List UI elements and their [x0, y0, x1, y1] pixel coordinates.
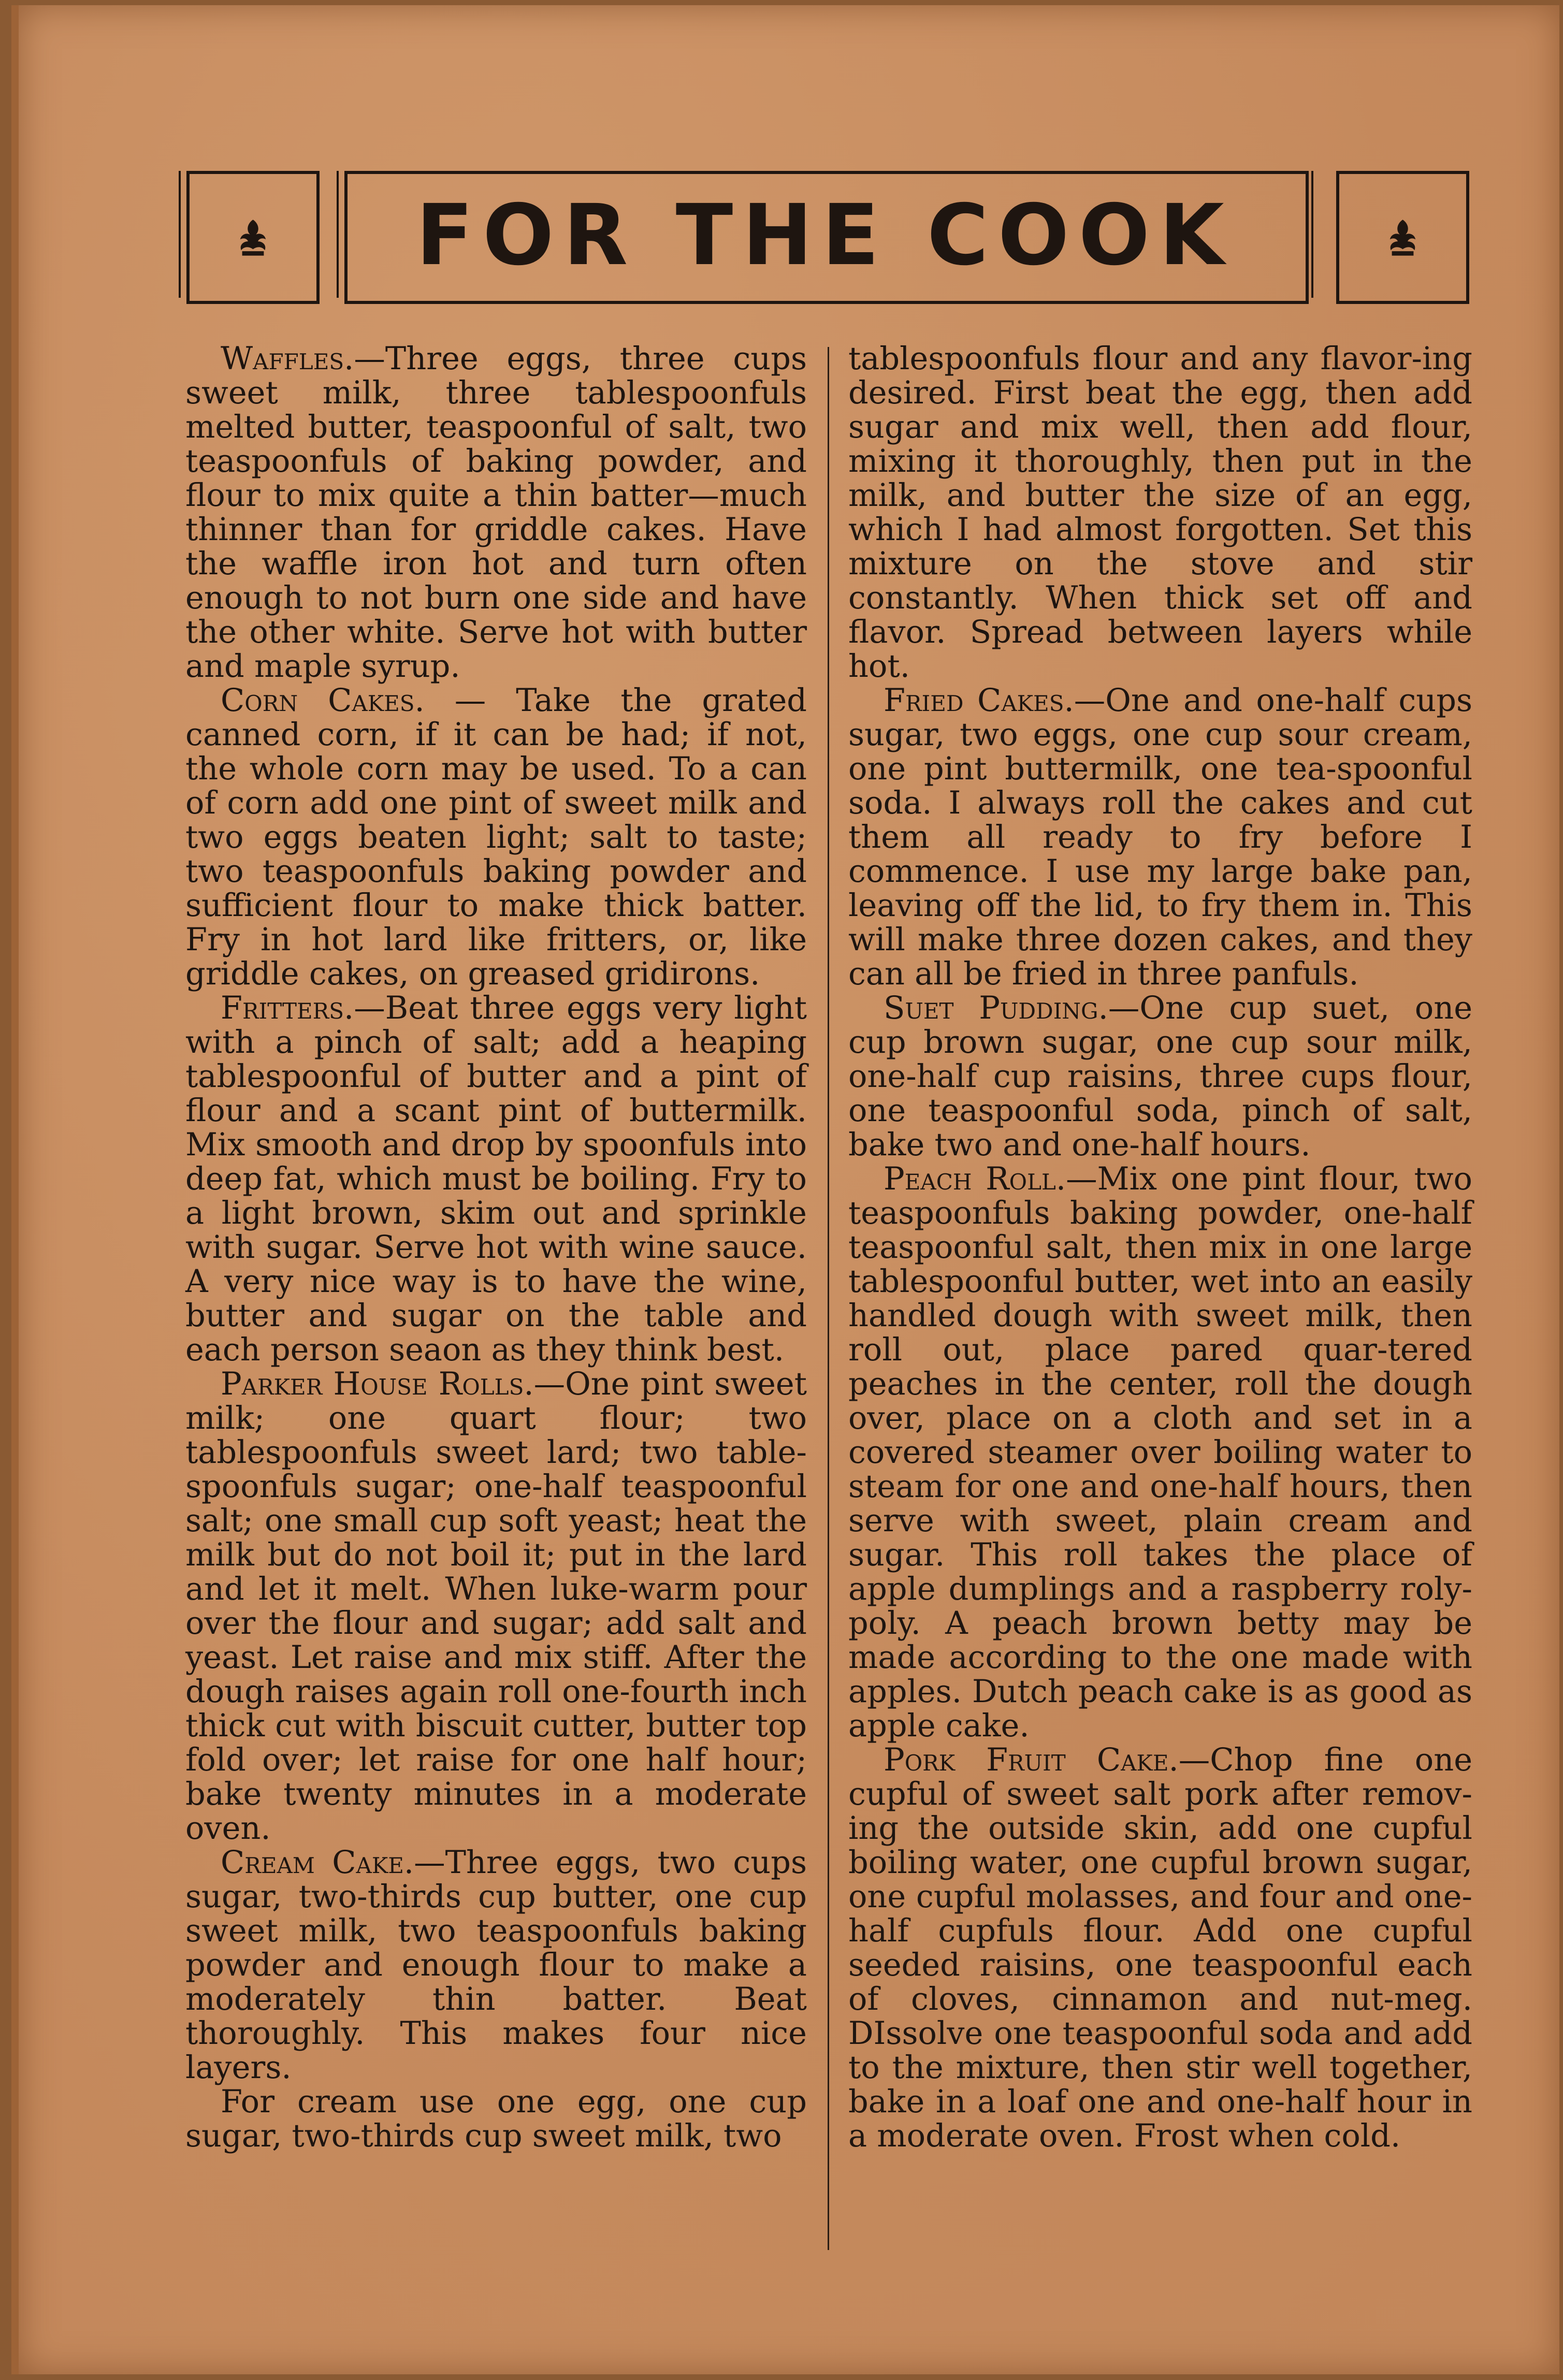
- recipe-text: —One and one-half cups sugar, two eggs, one cup sour cream, one pint buttermilk, one tea-spoonful soda. I always roll the cakes and cut them all ready to fry before I commence. I use my large bake pan, leaving off the lid, to fry them in. This will make three dozen cakes, and they can all be fried in three panfuls.: [848, 683, 1473, 992]
- recipe-text: —Three eggs, three cups sweet milk, three tablespoonfuls melted butter, teaspoonful of salt, two teaspoonfuls of baking powder, and flour to mix quite a thin batter—much thinner than for griddle cakes. Have the waffle iron hot and turn often enough to not burn one side and have the other white. Serve hot with butter and maple syrup.: [185, 341, 807, 685]
- recipe-paragraph: [848, 991, 1472, 1162]
- recipe-paragraph: [185, 991, 807, 1367]
- crown-icon: [1378, 213, 1427, 262]
- header-ornament-left-inner-rule: [179, 171, 181, 298]
- recipe-paragraph: [848, 684, 1472, 991]
- recipe-name: Peach Roll.: [884, 1161, 1066, 1197]
- page-title: FOR THE COOK: [416, 187, 1234, 284]
- crown-icon: [228, 213, 278, 262]
- recipe-paragraph: [185, 684, 807, 991]
- right-column: [848, 342, 1472, 2153]
- recipe-name: Fried Cakes.: [884, 683, 1074, 719]
- recipe-text: —Mix one pint flour, two teaspoonfuls baking powder, one-half teaspoonful salt, then mix in one large tablespoonful butter, wet into an easily handled dough with sweet milk, then roll out, place pared quar-tered peaches in the center, roll the dough over, place on a cloth and set in a covered steamer over boiling water to steam for one and one-half hours, then serve with sweet, plain cream and sugar. This roll takes the place of apple dumplings and a raspberry roly-poly. A peach brown betty may be made according to the one made with apples. Dutch peach cake is as good as apple cake.: [848, 1161, 1472, 1744]
- recipe-text: — Take the grated canned corn, if it can be had; if not, the whole corn may be used. To a can of corn add one pint of sweet milk and two eggs beaten light; salt to taste; two teaspoonfuls baking powder and sufficient flour to make thick batter. Fry in hot lard like fritters, or, like griddle cakes, on greased gridirons.: [185, 683, 807, 992]
- recipe-name: Fritters.: [221, 990, 354, 1026]
- header-ornament-right: [1336, 171, 1469, 304]
- recipe-name: Parker House Rolls.: [221, 1366, 534, 1402]
- recipe-text: For cream use one egg, one cup sugar, two-thirds cup sweet milk, two: [185, 2084, 807, 2154]
- left-column: [185, 342, 807, 2153]
- recipe-name: Waffles.: [221, 341, 354, 377]
- recipe-paragraph: [185, 342, 807, 684]
- recipe-paragraph: [185, 2085, 807, 2153]
- recipe-name: Corn Cakes.: [221, 683, 425, 719]
- recipe-paragraph: [848, 342, 1472, 684]
- recipe-paragraph: [848, 1743, 1472, 2153]
- recipe-name: Cream Cake.: [221, 1845, 414, 1881]
- recipe-text: tablespoonfuls flour and any flavor-ing desired. First beat the egg, then add sugar and mix well, then add flour, mixing it thoroughly, then put in the milk, and butter the size of an egg, which I had almost forgotten. Set this mixture on the stove and stir constantly. When thick set off and flavor. Spread between layers while hot.: [848, 341, 1472, 685]
- recipe-text: —One pint sweet milk; one quart flour; two tablespoonfuls sweet lard; two table-spoonfuls sugar; one-half teaspoonful salt; one small cup soft yeast; heat the milk but do not boil it; put in the lard and let it melt. When luke-warm pour over the flour and sugar; add salt and yeast. Let raise and mix stiff. After the dough raises again roll one-fourth inch thick cut with biscuit cutter, butter top fold over; let raise for one half hour; bake twenty minutes in a moderate oven.: [185, 1366, 807, 1847]
- recipe-text: —Three eggs, two cups sugar, two-thirds cup butter, one cup sweet milk, two teaspoonfuls baking powder and enough flour to make a moderately thin batter. Beat thoroughly. This makes four nice layers.: [185, 1845, 807, 2086]
- recipe-text: —Beat three eggs very light with a pinch of salt; add a heaping tablespoonful of butter and a pint of flour and a scant pint of buttermilk. Mix smooth and drop by spoonfuls into deep fat, which must be boiling. Fry to a light brown, skim out and sprinkle with sugar. Serve hot with wine sauce. A very nice way is to have the wine, butter and sugar on the table and each person seaon as they think best.: [185, 990, 807, 1368]
- recipe-text: —Chop fine one cupful of sweet salt pork after remov-ing the outside skin, add one cupful boiling water, one cupful brown sugar, one cupful molasses, and four and one-half cupfuls flour. Add one cupful seeded raisins, one teaspoonful each of cloves, cinnamon and nut-meg. DIssolve one teaspoonful soda and add to the mixture, then stir well together, bake in a loaf one and one-half hour in a moderate oven. Frost when cold.: [848, 1742, 1472, 2154]
- recipe-name: Suet Pudding.: [884, 990, 1108, 1026]
- recipe-name: Pork Fruit Cake.: [884, 1742, 1179, 1778]
- column-divider: [828, 347, 829, 2250]
- recipe-text: —One cup suet, one cup brown sugar, one cup sour milk, one-half cup raisins, three cups flour, one teaspoonful soda, pinch of salt, bake two and one-half hours.: [848, 990, 1472, 1163]
- header-ornament-left: [186, 171, 320, 304]
- title-box-left-rule: [337, 171, 339, 298]
- recipe-paragraph: [185, 1846, 807, 2085]
- recipe-paragraph: [848, 1162, 1472, 1743]
- recipe-paragraph: [185, 1367, 807, 1846]
- title-box-right-rule: [1311, 171, 1313, 298]
